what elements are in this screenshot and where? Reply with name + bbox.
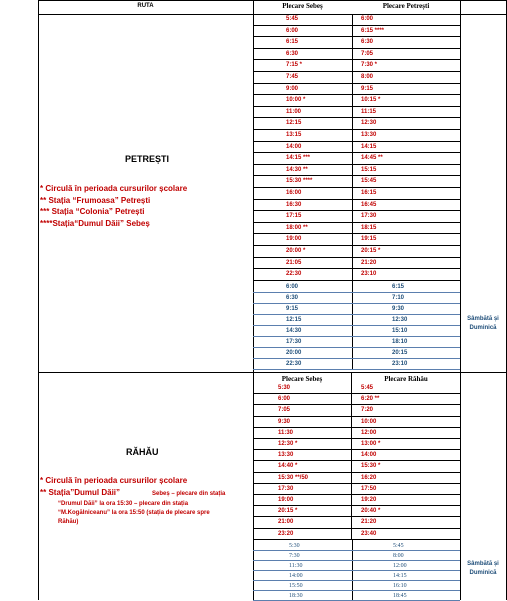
row-separator <box>253 314 460 315</box>
frame-mid-b <box>352 282 353 370</box>
return-time-cell: 23:40 <box>361 530 377 537</box>
departure-time-cell: 11:30 <box>289 563 303 569</box>
row-separator <box>253 117 460 118</box>
departure-time-cell: 14:30 ** <box>286 166 308 173</box>
return-time-cell: 15:45 <box>361 178 377 185</box>
row-separator <box>253 336 460 337</box>
return-time-cell: 14:00 <box>361 452 377 459</box>
row-separator <box>253 59 460 60</box>
return-time-cell: 21:20 <box>361 259 377 266</box>
return-time-cell: 8:00 <box>393 553 404 559</box>
return-time-cell: 19:20 <box>361 497 377 503</box>
return-time-cell: 16:10 <box>393 583 407 589</box>
row-separator <box>253 280 460 281</box>
row-separator <box>253 141 460 142</box>
row-separator <box>253 83 460 84</box>
row-separator <box>253 222 460 223</box>
rahau-note-1: * Circulă în perioada cursurilor școlare <box>40 476 188 485</box>
departure-time-cell: 15:50 <box>289 583 303 589</box>
departure-time-cell: 15:30 **/50 <box>278 474 309 481</box>
return-time-cell: 21:20 <box>361 519 377 526</box>
departure-time-cell: 16:30 <box>286 201 302 208</box>
row-separator <box>253 580 460 581</box>
row-separator <box>253 358 460 359</box>
rahau-note-detail-4: Răhău) <box>58 519 79 525</box>
departure-time-cell: 17:30 <box>286 339 302 345</box>
return-time-cell: 23:10 <box>392 361 408 367</box>
return-time-cell: 6:20 ** <box>361 396 380 403</box>
departure-time-cell: 7:30 <box>289 553 300 559</box>
return-time-cell: 5:45 <box>393 543 404 549</box>
petresti-note-3: *** Stația “Colonia” Petrești <box>40 207 145 216</box>
return-time-cell: 14:15 <box>361 143 377 150</box>
departure-time-cell: 5:45 <box>286 16 299 22</box>
return-time-cell: 18:10 <box>392 339 408 345</box>
row-separator <box>253 164 460 165</box>
row-separator <box>253 152 460 153</box>
departure-time-cell: 12:15 <box>286 317 302 323</box>
departure-time-cell: 19:00 <box>286 236 302 243</box>
return-time-cell: 17:50 <box>361 485 377 492</box>
departure-time-cell: 12:30 * <box>278 441 298 447</box>
return-time-cell: 15:15 <box>361 166 377 173</box>
departure-time-cell: 13:15 <box>286 132 302 138</box>
return-time-cell: 6:30 <box>361 39 374 46</box>
departure-time-cell: 6:30 <box>286 295 299 301</box>
row-separator <box>253 560 460 561</box>
return-time-cell: 18:15 <box>361 224 377 231</box>
rahau-header-rahau: Plecare Răhău <box>384 375 428 383</box>
return-time-cell: 10:15 * <box>361 97 381 104</box>
row-separator <box>253 199 460 200</box>
return-time-cell: 15:30 * <box>361 463 381 470</box>
departure-time-cell: 17:15 <box>286 213 302 220</box>
row-separator <box>253 369 460 370</box>
return-time-cell: 7:20 <box>361 407 374 414</box>
petresti-note-4: ****Stația“Dumul Dăii” Sebeș <box>40 219 150 228</box>
return-time-cell: 23:10 <box>361 271 377 278</box>
row-separator <box>253 347 460 348</box>
departure-time-cell: 10:00 * <box>286 97 306 104</box>
departure-time-cell: 21:05 <box>286 259 302 266</box>
return-time-cell: 7:30 * <box>361 62 378 69</box>
frame-mid-c <box>351 373 352 539</box>
row-separator <box>253 590 460 591</box>
departure-time-cell: 20:15 * <box>278 508 298 515</box>
return-time-cell: 12:30 <box>392 317 408 323</box>
return-time-cell: 18:45 <box>393 593 407 599</box>
return-time-cell: 6:15 **** <box>361 27 385 34</box>
departure-time-cell: 17:30 <box>278 485 294 492</box>
rahau-note-detail-2: “Drumul Dăii” la ora 15:30 – plecare din stația <box>58 501 189 507</box>
departure-time-cell: 14:30 <box>286 328 302 334</box>
row-separator <box>253 187 460 188</box>
departure-time-cell: 21:00 <box>278 519 294 526</box>
departure-time-cell: 20:00 * <box>286 248 306 254</box>
departure-time-cell: 7:05 <box>278 407 291 414</box>
return-time-cell: 7:05 <box>361 50 374 57</box>
return-time-cell: 12:30 <box>361 120 377 127</box>
return-time-cell: 9:30 <box>392 306 405 312</box>
rahau-note-2: ** Stația”Dumul Dăii” <box>40 488 121 497</box>
frame-col1 <box>253 0 254 600</box>
departure-time-cell: 18:00 ** <box>286 224 308 231</box>
departure-time-cell: 14:40 * <box>278 463 298 470</box>
return-time-cell: 10:00 <box>361 418 377 425</box>
row-separator <box>253 129 460 130</box>
row-separator <box>253 94 460 95</box>
rahau-note-detail-1: Sebeș – plecare din stația <box>152 491 226 497</box>
departure-time-cell: 20:00 <box>286 350 302 356</box>
return-time-cell: 7:10 <box>392 295 405 301</box>
departure-time-cell: 13:30 <box>278 452 294 459</box>
return-time-cell: 6:15 <box>392 284 405 290</box>
row-separator <box>253 303 460 304</box>
departure-time-cell: 23:20 <box>278 530 294 537</box>
petresti-weekend-label: Sâmbătă și Duminică <box>467 316 499 331</box>
departure-time-cell: 5:30 <box>278 385 291 391</box>
return-time-cell: 20:15 <box>392 350 408 356</box>
return-time-cell: 20:40 * <box>361 508 381 515</box>
row-separator <box>253 245 460 246</box>
row-separator <box>253 36 460 37</box>
petresti-note-1: * Circulă în perioada cursurilor școlare <box>40 184 188 193</box>
return-time-cell: 16:20 <box>361 474 377 481</box>
return-time-cell: 8:00 <box>361 74 374 80</box>
header-plecare-sebes: Plecare Sebeș <box>282 2 323 10</box>
departure-time-cell: 5:30 <box>289 543 300 549</box>
row-separator <box>253 175 460 176</box>
return-time-cell: 20:15 * <box>361 248 381 254</box>
frame-mid-a <box>352 14 353 282</box>
row-separator <box>253 268 460 269</box>
row-separator <box>253 106 460 107</box>
row-separator <box>253 570 460 571</box>
return-time-cell: 9:15 <box>361 85 374 92</box>
departure-time-cell: 14:00 <box>289 573 303 579</box>
return-time-cell: 11:15 <box>361 108 377 115</box>
departure-time-cell: 11:30 <box>278 429 294 436</box>
departure-time-cell: 22:30 <box>286 271 302 278</box>
section-divider <box>38 372 507 373</box>
header-bottom <box>38 14 507 15</box>
header-ruta: RUTA <box>137 3 154 9</box>
return-time-cell: 13:30 <box>361 132 377 138</box>
frame-top <box>38 0 507 1</box>
row-separator <box>253 292 460 293</box>
route-name-petresti: PETREȘTI <box>125 154 170 164</box>
row-separator <box>253 233 460 234</box>
header-plecare-petresti: Plecare Petrești <box>382 2 430 10</box>
frame-col2 <box>460 0 461 600</box>
return-time-cell: 16:15 <box>361 190 377 196</box>
departure-time-cell: 9:00 <box>286 85 299 92</box>
departure-time-cell: 6:00 <box>286 284 299 290</box>
departure-time-cell: 9:15 <box>286 306 299 312</box>
departure-time-cell: 6:15 <box>286 39 299 46</box>
return-time-cell: 12:00 <box>393 563 407 569</box>
departure-time-cell: 14:00 <box>286 143 302 150</box>
departure-time-cell: 19:00 <box>278 497 294 503</box>
row-separator <box>253 257 460 258</box>
departure-time-cell: 16:00 <box>286 190 302 196</box>
return-time-cell: 12:00 <box>361 429 377 436</box>
row-separator <box>253 25 460 26</box>
departure-time-cell: 11:00 <box>286 108 302 115</box>
return-time-cell: 14:45 ** <box>361 155 383 162</box>
return-time-cell: 16:45 <box>361 201 377 208</box>
row-separator <box>253 71 460 72</box>
departure-time-cell: 6:00 <box>286 27 299 34</box>
return-time-cell: 14:15 <box>393 573 407 579</box>
route-name-rahau: RĂHĂU <box>126 447 159 457</box>
return-time-cell: 13:00 * <box>361 441 381 447</box>
departure-time-cell: 14:15 *** <box>286 155 311 162</box>
return-time-cell: 6:00 <box>361 16 374 22</box>
petresti-note-2: ** Stația “Frumoasa” Petrești <box>40 196 151 205</box>
departure-time-cell: 15:30 **** <box>286 178 313 185</box>
row-separator <box>253 48 460 49</box>
rahau-header-sebes: Plecare Sebeș <box>281 375 323 383</box>
return-time-cell: 19:15 <box>361 236 377 243</box>
row-separator <box>253 210 460 211</box>
departure-time-cell: 6:00 <box>278 396 291 403</box>
rahau-weekend-label: Sâmbătă și Duminică <box>467 561 499 576</box>
departure-time-cell: 7:45 <box>286 74 299 80</box>
departure-time-cell: 9:30 <box>278 418 291 425</box>
departure-time-cell: 7:15 * <box>286 62 303 69</box>
rahau-note-detail-3: “M.Kogălniceanu” la ora 15:50 (stația de plecare spre <box>58 510 210 516</box>
departure-time-cell: 6:30 <box>286 50 299 57</box>
row-separator <box>253 550 460 551</box>
departure-time-cell: 22:30 <box>286 361 302 367</box>
departure-time-cell: 18:30 <box>289 593 303 599</box>
departure-time-cell: 12:15 <box>286 120 302 127</box>
frame-left <box>38 0 39 600</box>
return-time-cell: 15:10 <box>392 328 408 334</box>
return-time-cell: 17:30 <box>361 213 377 220</box>
row-separator <box>253 325 460 326</box>
return-time-cell: 5:45 <box>361 385 374 391</box>
